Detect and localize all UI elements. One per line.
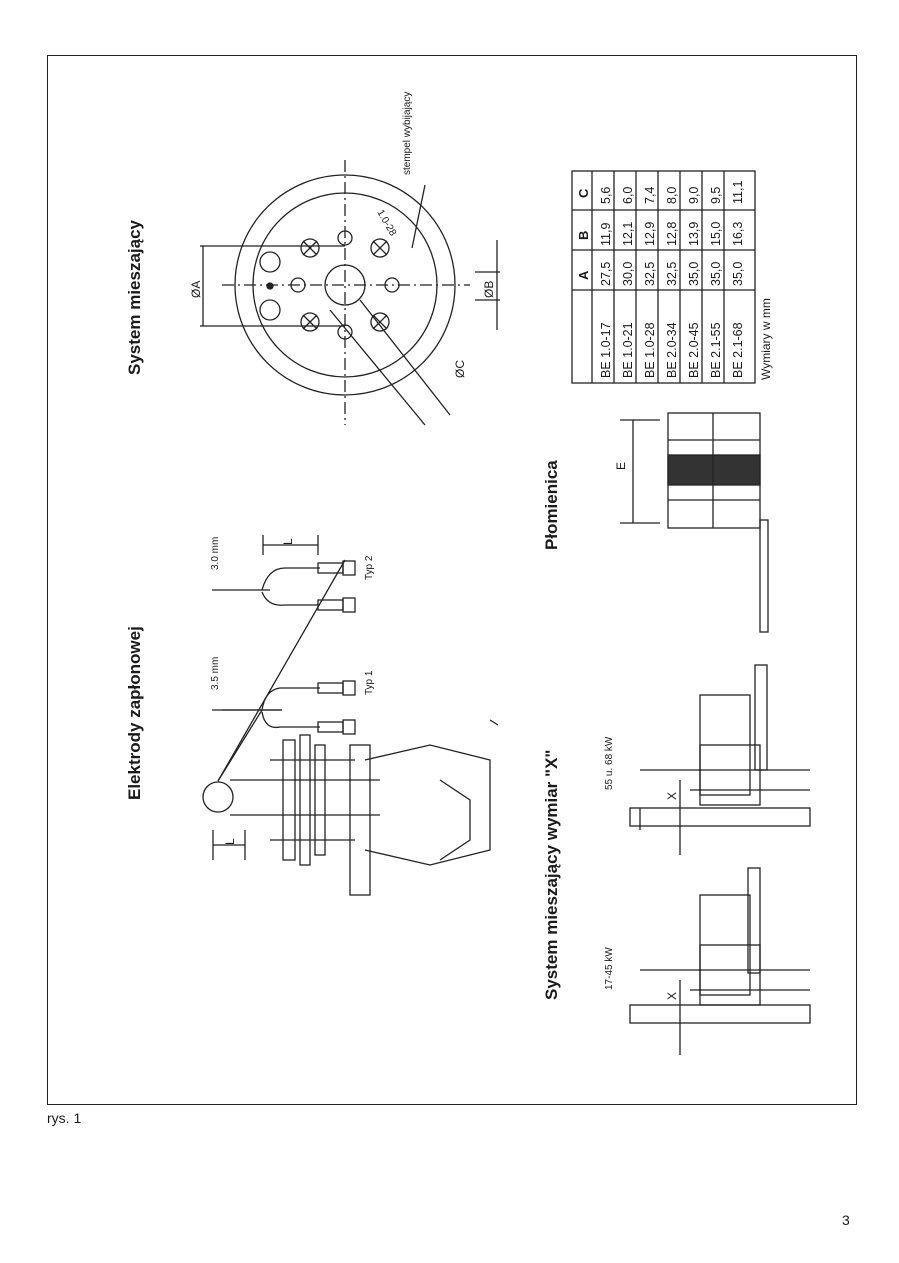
table-header-c: C xyxy=(576,188,591,198)
table-cell: 27,5 xyxy=(599,261,613,286)
table-cell: BE 2.1-55 xyxy=(709,322,723,378)
table-note: Wymiary w mm xyxy=(759,298,773,380)
table-cell: 32,5 xyxy=(665,261,679,286)
label-l-top: L xyxy=(281,538,295,545)
stamp-text: 1.0-28 xyxy=(374,208,399,239)
table-cell: BE 2.0-45 xyxy=(687,322,701,378)
table-header-a: A xyxy=(576,270,591,280)
mixing-disk-drawing xyxy=(200,160,500,425)
dia-c-label: ØC xyxy=(453,360,467,378)
table-cell: 35,0 xyxy=(731,261,745,286)
table-cell: 9,5 xyxy=(709,186,723,204)
table-row xyxy=(709,187,723,378)
label-l-bottom: L xyxy=(223,838,237,845)
stamp-label: stempel wybijający xyxy=(402,91,413,175)
table-cell: 9,0 xyxy=(687,186,701,204)
assembly-17-45kw xyxy=(630,868,810,1055)
table-header-b: B xyxy=(576,230,591,240)
table-cell: BE 1.0-28 xyxy=(643,322,657,378)
table-cell: BE 2.0-34 xyxy=(665,322,679,378)
table-cell: 32,5 xyxy=(643,261,657,286)
dia-b-label: ØB xyxy=(482,280,496,298)
flame-tube-title: Płomienica xyxy=(542,460,561,550)
table-cell: BE 1.0-21 xyxy=(621,322,635,378)
table-cell: 12,1 xyxy=(621,221,635,246)
table-cell: 6,0 xyxy=(621,186,635,204)
table-cell: 15,0 xyxy=(709,221,723,246)
type2-label: Typ 2 xyxy=(364,555,375,580)
table-cell: 5,6 xyxy=(599,186,613,204)
label-x-small: X xyxy=(665,991,679,1000)
dia-a-label: ØA xyxy=(189,280,203,298)
table-row xyxy=(643,187,657,378)
page-number: 3 xyxy=(842,1212,850,1228)
mixing-system-title: System mieszający xyxy=(125,220,144,375)
range-small-label: 17-45 kW xyxy=(604,947,615,990)
table-cell: 35,0 xyxy=(687,261,701,286)
electrodes-drawing xyxy=(203,535,498,895)
table-cell: BE 1.0-17 xyxy=(599,322,613,378)
table-cell: 11,9 xyxy=(599,222,613,246)
table-cell: BE 2.1-68 xyxy=(731,322,745,378)
table-cell: 13,9 xyxy=(687,221,701,246)
table-cell: 12,8 xyxy=(665,221,679,246)
dim-30-label: 3.0 mm xyxy=(210,536,221,570)
table-cell: 8,0 xyxy=(665,186,679,204)
table-cell: 12,9 xyxy=(643,221,657,246)
type1-label: Typ 1 xyxy=(364,670,375,695)
table-cell: 7,4 xyxy=(643,186,657,204)
figure-caption: rys. 1 xyxy=(47,1110,82,1126)
range-large-label: 55 u. 68 kW xyxy=(604,736,615,790)
flame-tube-drawing xyxy=(620,413,768,632)
table-cell: 16,3 xyxy=(731,221,745,246)
table-row xyxy=(599,187,613,378)
label-e: E xyxy=(614,461,628,470)
label-x-large: X xyxy=(665,791,679,800)
electrodes-title: Elektrody zapłonowej xyxy=(125,626,144,800)
assembly-55-68kw xyxy=(630,665,810,855)
table-row xyxy=(665,187,679,378)
dimension-x-title: System mieszający wymiar "X" xyxy=(542,749,561,1000)
table-row xyxy=(687,187,701,378)
table-cell: 30,0 xyxy=(621,261,635,286)
table-row xyxy=(621,187,635,378)
table-cell: 35,0 xyxy=(709,261,723,286)
table-cell: 11,1 xyxy=(731,180,745,204)
dim-35-label: 3.5 mm xyxy=(210,656,221,690)
